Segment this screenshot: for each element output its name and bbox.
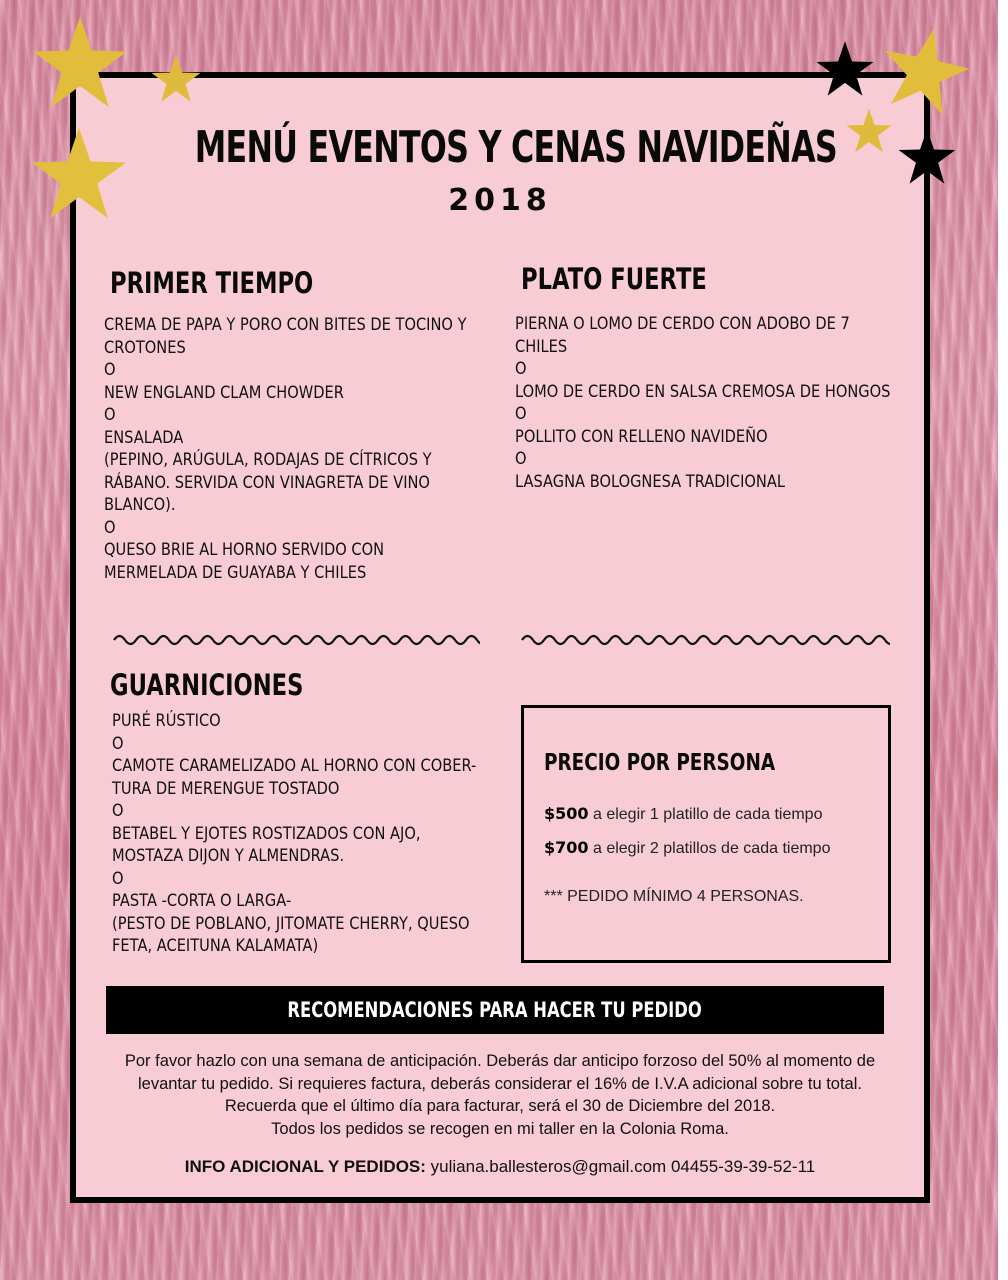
guarniciones-heading: GUARNICIONES [110,668,304,702]
list-item: O [515,449,527,469]
recommendation-line: Todos los pedidos se recogen en mi taller en la Colonia Roma. [271,1119,729,1138]
list-item: O [104,405,116,425]
list-item: MOSTAZA DIJON Y ALMENDRAS. [112,846,345,866]
list-item: (PEPINO, ARÚGULA, RODAJAS DE CÍTRICOS Y [104,450,432,470]
price-option [544,804,822,824]
list-item: CREMA DE PAPA Y PORO CON BITES DE TOCINO Y [104,315,467,335]
list-item: FETA, ACEITUNA KALAMATA) [112,936,319,956]
list-item: BLANCO). [104,495,176,515]
list-item: PIERNA O LOMO DE CERDO CON ADOBO DE 7 [515,314,850,334]
list-item: CAMOTE CARAMELIZADO AL HORNO CON COBER- [112,756,477,776]
list-item: PASTA -CORTA O LARGA- [112,891,292,911]
list-item: CROTONES [104,337,186,358]
list-item: O [112,733,124,754]
gold-star-icon [30,15,130,111]
plato-fuerte-list [515,313,893,493]
list-item: O [104,360,116,380]
gold-star-icon [150,54,202,104]
black-star-icon [814,40,876,98]
primer-tiempo-list [104,314,474,584]
list-item: O [104,517,116,538]
price-option [544,838,830,858]
list-item: O [112,801,124,821]
plato-fuerte-heading: PLATO FUERTE [521,262,707,296]
year-label: 2018 [448,183,552,218]
gold-star-icon [30,126,128,222]
list-item: PURÉ RÚSTICO [112,711,221,731]
list-item: LOMO DE CERDO EN SALSA CREMOSA DE HONGOS [515,381,891,402]
list-item: TURA DE MERENGUE TOSTADO [112,778,340,799]
list-item: QUESO BRIE AL HORNO SERVIDO CON [104,540,385,560]
price-box [521,705,891,963]
page-title: MENÚ EVENTOS Y CENAS NAVIDEÑAS [194,122,837,173]
contact-phone[interactable]: 04455-39-39-52-11 [670,1157,816,1176]
contact-email[interactable]: yuliana.ballesteros@gmail.com [430,1157,667,1176]
contact-label: INFO ADICIONAL Y PEDIDOS: [184,1157,426,1176]
gold-star-icon [846,108,892,154]
recommendations-text [76,1050,924,1140]
list-item: ENSALADA [104,427,184,448]
price-heading: PRECIO POR PERSONA [544,750,776,776]
list-item: (PESTO DE POBLANO, JITOMATE CHERRY, QUESO [112,913,470,934]
wavy-divider-right [520,632,890,648]
list-item: RÁBANO. SERVIDA CON VINAGRETA DE VINO [104,472,430,493]
wavy-divider-left [112,632,480,648]
contact-info [76,1157,924,1177]
list-item: O [112,868,124,889]
recommendations-heading: RECOMENDACIONES PARA HACER TU PEDIDO [287,998,703,1022]
list-item: O [515,404,527,424]
price-amount: $500 [544,804,589,823]
recommendation-line: levantar tu pedido. Si requieres factura, deberás considerar el 16% de I.V.A adicional sobre tu total. [137,1074,862,1093]
primer-tiempo-heading: PRIMER TIEMPO [110,266,314,300]
price-description: a elegir 2 platillos de cada tiempo [592,840,831,857]
list-item: POLLITO CON RELLENO NAVIDEÑO [515,426,768,447]
list-item: LASAGNA BOLOGNESA TRADICIONAL [515,471,785,492]
list-item: O [515,359,527,379]
price-amount: $700 [544,838,589,857]
guarniciones-list [112,710,490,958]
gold-star-icon [880,26,970,114]
recommendations-banner [106,986,884,1034]
black-star-icon [896,128,958,186]
price-description: a elegir 1 platillo de cada tiempo [592,806,823,823]
menu-card [70,72,930,1203]
list-item: BETABEL Y EJOTES ROSTIZADOS CON AJO, [112,823,421,844]
list-item: MERMELADA DE GUAYABA Y CHILES [104,562,367,583]
recommendation-line: Por favor hazlo con una semana de anticipación. Deberás dar anticipo forzoso del 50% al momento de [124,1052,876,1070]
recommendation-line: Recuerda que el último día para facturar, será el 30 de Diciembre del 2018. [224,1097,776,1115]
list-item: CHILES [515,336,568,357]
minimum-order-note: *** PEDIDO MÍNIMO 4 PERSONAS. [544,888,804,905]
list-item: NEW ENGLAND CLAM CHOWDER [104,382,344,403]
